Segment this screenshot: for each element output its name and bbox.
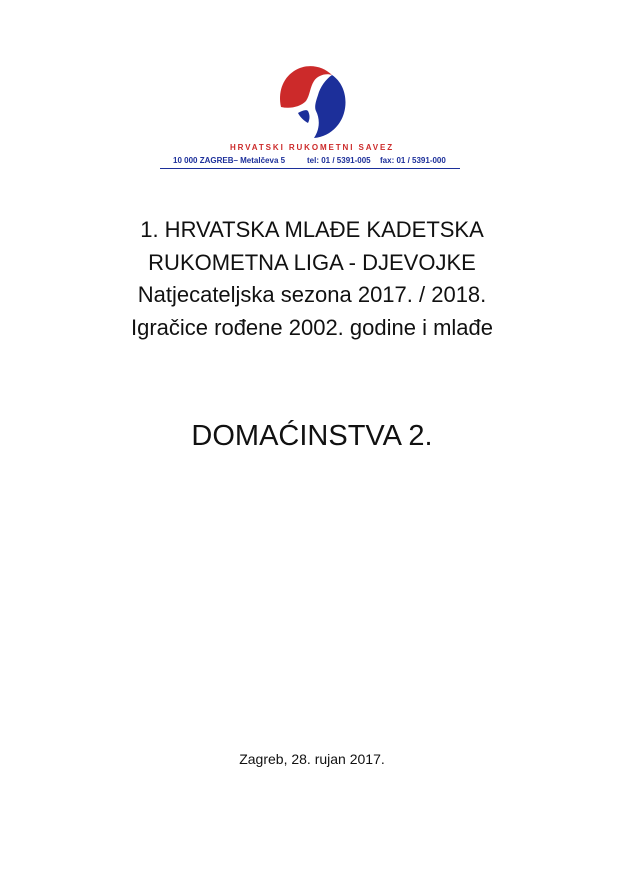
title-line: Igračice rođene 2002. godine i mlađe — [130, 314, 494, 340]
place-date: Zagreb, 28. rujan 2017. — [239, 751, 385, 767]
title-line: Natjecateljska sezona 2017. / 2018. — [137, 282, 487, 307]
organization-name: HRVATSKI RUKOMETNI SAVEZ — [229, 143, 395, 152]
contact-address: 10 000 ZAGREB– Metalčeva 5 — [173, 156, 286, 165]
contact-fax: fax: 01 / 5391-000 — [380, 156, 446, 165]
contact-phone: tel: 01 / 5391-005 — [307, 156, 371, 165]
contact-line — [0, 156, 624, 168]
section-heading: DOMAĆINSTVA 2. — [191, 420, 433, 452]
title-line: 1. HRVATSKA MLAĐE KADETSKA — [140, 217, 484, 242]
handball-federation-logo-icon — [276, 63, 348, 139]
document-title — [0, 214, 624, 344]
title-line: RUKOMETNA LIGA - DJEVOJKE — [148, 249, 476, 275]
letterhead-divider — [160, 168, 460, 169]
